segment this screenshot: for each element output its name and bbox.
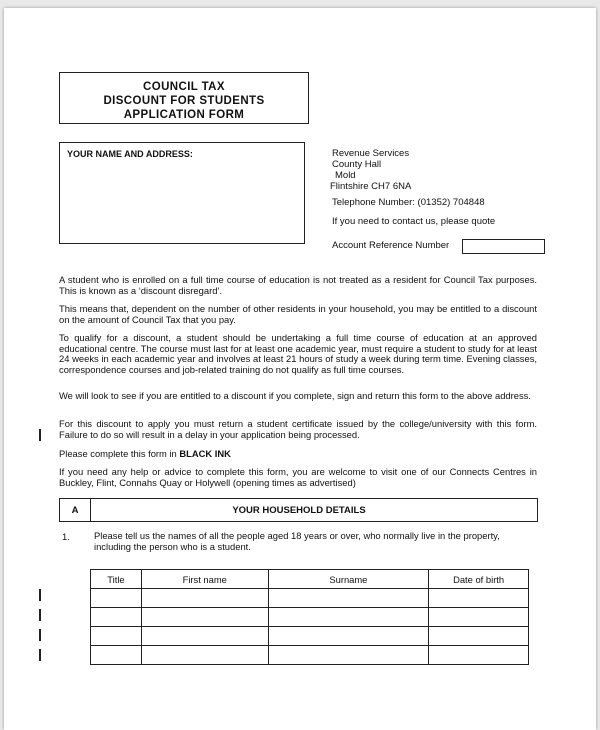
margin-change-bar (39, 609, 41, 621)
paragraph-discount-disregard: A student who is enrolled on a full time course of education is not treated as a resident for Council Tax purposes. This is known as a ‘discount disregard’. (59, 274, 537, 296)
telephone-number: Telephone Number: (01352) 704848 (332, 197, 485, 208)
margin-change-bar (39, 429, 41, 441)
form-title-box (59, 72, 309, 124)
surname-cell[interactable] (268, 627, 429, 646)
date-of-birth-cell[interactable] (429, 627, 529, 646)
section-title: YOUR HOUSEHOLD DETAILS (232, 504, 366, 516)
column-header-date-of-birth: Date of birth (429, 570, 529, 589)
date-of-birth-cell[interactable] (429, 589, 529, 608)
document-page (4, 8, 596, 730)
address-line3: Mold (335, 170, 356, 181)
title-cell[interactable] (91, 646, 142, 665)
black-ink-emphasis: BLACK INK (179, 448, 231, 459)
table-row (91, 627, 529, 646)
question-text: Please tell us the names of all the people aged 18 years or over, who normally live in the property, including the person who is a student. (94, 530, 500, 552)
address-line4: Flintshire CH7 6NA (330, 181, 412, 192)
address-line2: County Hall (332, 159, 382, 170)
column-header-surname: Surname (268, 570, 429, 589)
form-title-line2: DISCOUNT FOR STUDENTS (103, 95, 265, 107)
date-of-birth-cell[interactable] (429, 646, 529, 665)
paragraph-student-certificate: For this discount to apply you must return a student certificate issued by the college/university with this form. Failure to do so will result in a delay in your application being processed. (59, 418, 537, 440)
name-address-field[interactable] (59, 142, 305, 244)
column-header-first-name: First name (141, 570, 268, 589)
margin-change-bar (39, 589, 41, 601)
section-letter: A (60, 499, 91, 521)
household-members-table (90, 569, 529, 665)
first-name-cell[interactable] (141, 646, 268, 665)
paragraph-qualification: To qualify for a discount, a student should be undertaking a full time course of education at an approved educational centre. The course must last for at least one academic year, must require a student to study for at least 24 weeks in each academic year and involves at least 21 hours of study a week during term time. Evening classes, correspondence courses and job-related training do not qualify as full time courses. (59, 332, 537, 375)
question-number: 1. (62, 531, 70, 542)
first-name-cell[interactable] (141, 608, 268, 627)
column-header-title: Title (91, 570, 142, 589)
contact-instruction: If you need to contact us, please quote (332, 216, 496, 227)
surname-cell[interactable] (268, 646, 429, 665)
paragraph-return-form: We will look to see if you are entitled to a discount if you complete, sign and return this form to the above address. (59, 390, 531, 401)
title-cell[interactable] (91, 608, 142, 627)
table-header-row (91, 570, 529, 589)
revenue-services-address (332, 148, 495, 227)
paragraph-help-advice: If you need any help or advice to complete this form, you are welcome to visit one of our Connects Centres in Buckley, Flint, Connahs Quay or Holywell (opening times as advertised) (59, 466, 537, 488)
account-reference-field[interactable] (462, 239, 545, 254)
surname-cell[interactable] (268, 608, 429, 627)
section-a-header (59, 498, 538, 522)
table-row (91, 589, 529, 608)
address-line1: Revenue Services (332, 148, 410, 159)
form-title-line1: COUNCIL TAX (143, 81, 225, 93)
account-reference-label: Account Reference Number (332, 240, 450, 251)
black-ink-text: Please complete this form in (59, 448, 180, 459)
paragraph-entitlement: This means that, dependent on the number of other residents in your household, you may be entitled to a discount on the amount of Council Tax that you pay. (59, 303, 537, 325)
title-cell[interactable] (91, 627, 142, 646)
title-cell[interactable] (91, 589, 142, 608)
form-title-line3: APPLICATION FORM (123, 109, 245, 121)
first-name-cell[interactable] (141, 627, 268, 646)
margin-change-bar (39, 629, 41, 641)
table-row (91, 646, 529, 665)
paragraph-black-ink (59, 449, 537, 460)
table-row (91, 608, 529, 627)
date-of-birth-cell[interactable] (429, 608, 529, 627)
name-address-label: YOUR NAME AND ADDRESS: (67, 149, 193, 159)
margin-change-bar (39, 649, 41, 661)
first-name-cell[interactable] (141, 589, 268, 608)
surname-cell[interactable] (268, 589, 429, 608)
